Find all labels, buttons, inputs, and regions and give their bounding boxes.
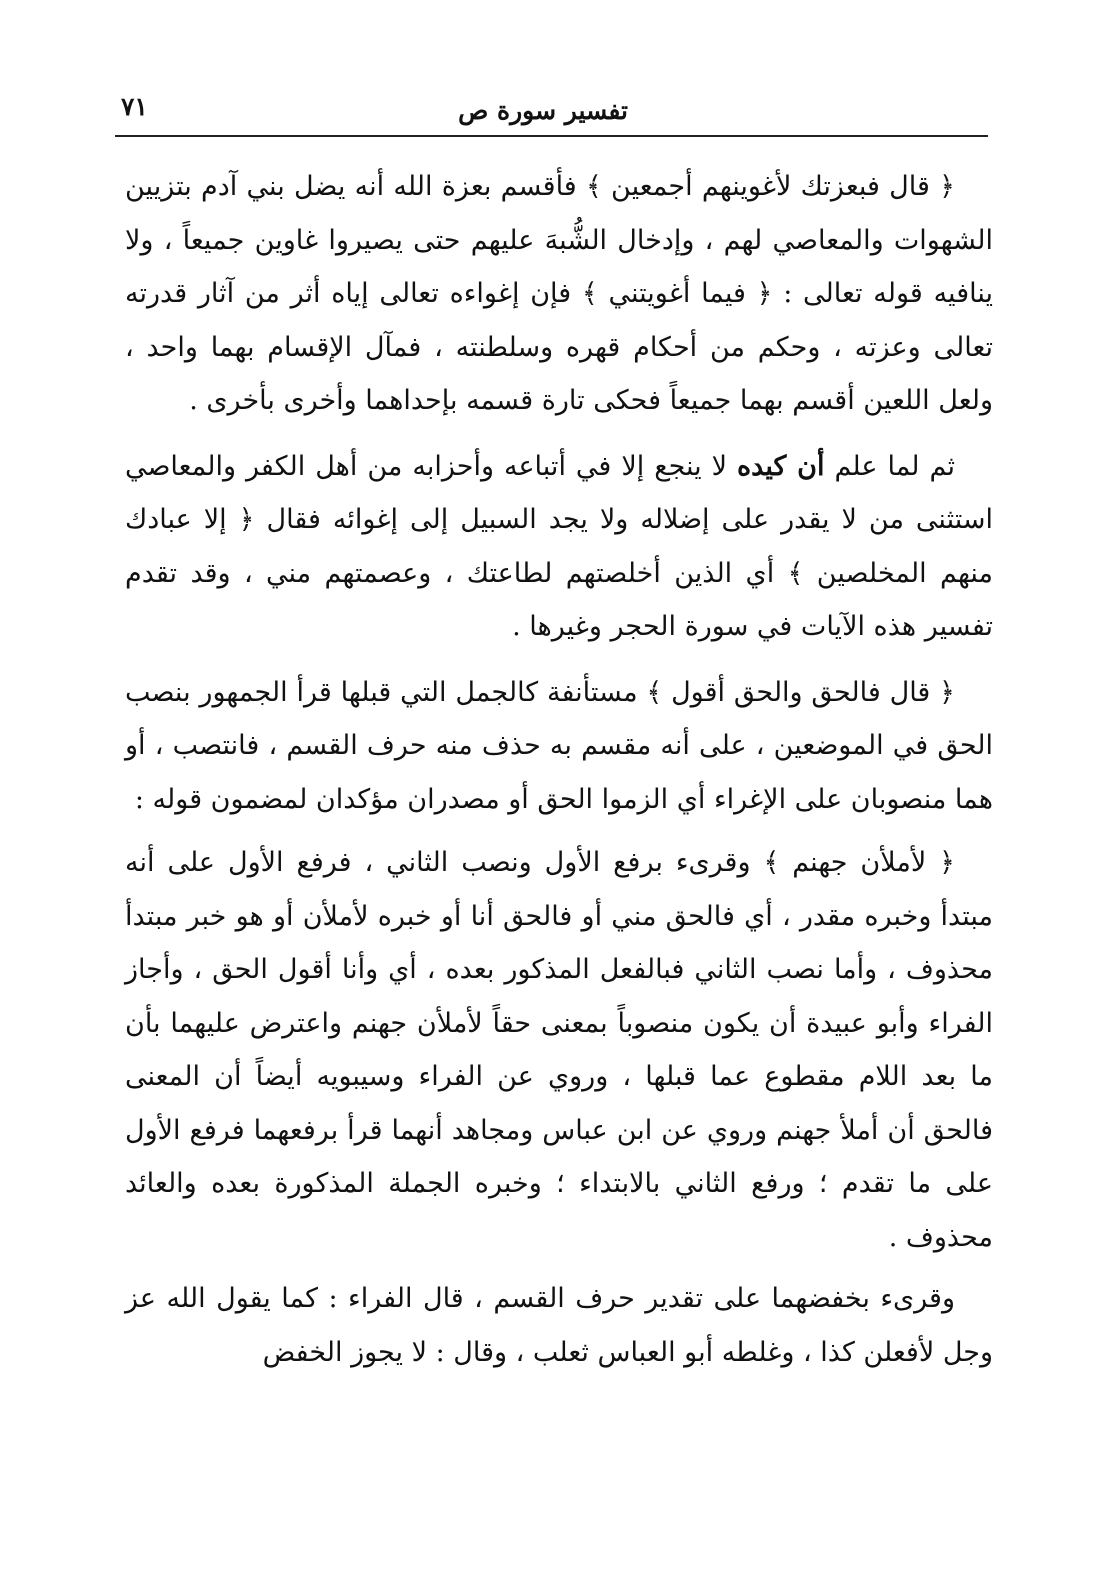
running-title: تفسير سورة ص [458,96,628,125]
page-number: ٧١ [121,92,148,121]
paragraph-2 [125,440,993,654]
paragraph-2-rest: لا ينجع إلا في أتباعه وأحزابه من أهل الكفر والمعاصي استثنى من لا يقدر على إضلاله ولا يجد السبيل إلى إغوائه فقال ﴿ إلا عبادك منهم المخلصين ﴾ أي الذين أخلصتهم لطاعتك ، وعصمتهم مني ، وقد تقدم تفسير هذه الآيات في سورة الحجر وغيرها . [125,450,993,642]
running-header [115,86,988,134]
paragraph-5: وقرىء بخفضهما على تقدير حرف القسم ، قال الفراء : كما يقول الله عز وجل لأفعلن كذا ، وغلطه أبو العباس ثعلب ، وقال : لا يجوز الخفض [125,1283,993,1368]
header-divider [115,135,988,137]
paragraph-1: ﴿ قال فبعزتك لأغوينهم أجمعين ﴾ فأقسم بعزة الله أنه يضل بني آدم بتزيين الشهوات والمعاصي لهم ، وإدخال الشُّبهَ عليهم حتى يصيروا غاوين جميعاً ، ولا ينافيه قوله تعالى : ﴿ فيما أغويتني ﴾ فإن إغواءه تعالى إياه أثر من آثار قدرته تعالى وعزته ، وحكم من أحكام قهره وسلطنته ، فمآل الإقسام بهما واحد ، ولعل اللعين أقسم بهما جميعاً فحكى تارة قسمه بإحداهما وأخرى بأخرى . [125,171,993,416]
paragraph-2-lead: ثم لما علم [824,450,955,482]
paragraph-2-bold-phrase: أن كيده [737,450,825,482]
commentary-body [125,160,993,1379]
paragraph-4: ﴿ لأملأن جهنم ﴾ وقرىء برفع الأول ونصب الثاني ، فرفع الأول على أنه مبتدأ وخبره مقدر ، أي فالحق مني أو فالحق أنا أو خبره لأملأن أو هو خبر مبتدأ محذوف ، وأما نصب الثاني فبالفعل المذكور بعده ، أي وأنا أقول الحق ، وأجاز الفراء وأبو عبيدة أن يكون منصوباً بمعنى حقاً لأملأن جهنم واعترض عليهما بأن ما بعد اللام مقطوع عما قبلها ، وروي عن الفراء وسيبويه أيضاً أن المعنى فالحق أن أملأ جهنم وروي عن ابن عباس ومجاهد أنهما قرأ برفعهما فرفع الأول على ما تقدم ؛ ورفع الثاني بالابتداء ؛ وخبره الجملة المذكورة بعده والعائد محذوف . [125,847,993,1253]
paragraph-3: ﴿ قال فالحق والحق أقول ﴾ مستأنفة كالجمل التي قبلها قرأ الجمهور بنصب الحق في الموضعين ، على أنه مقسم به حذف منه حرف القسم ، فانتصب ، أو هما منصوبان على الإغراء أي الزموا الحق أو مصدران مؤكدان لمضمون قوله : [125,676,993,815]
